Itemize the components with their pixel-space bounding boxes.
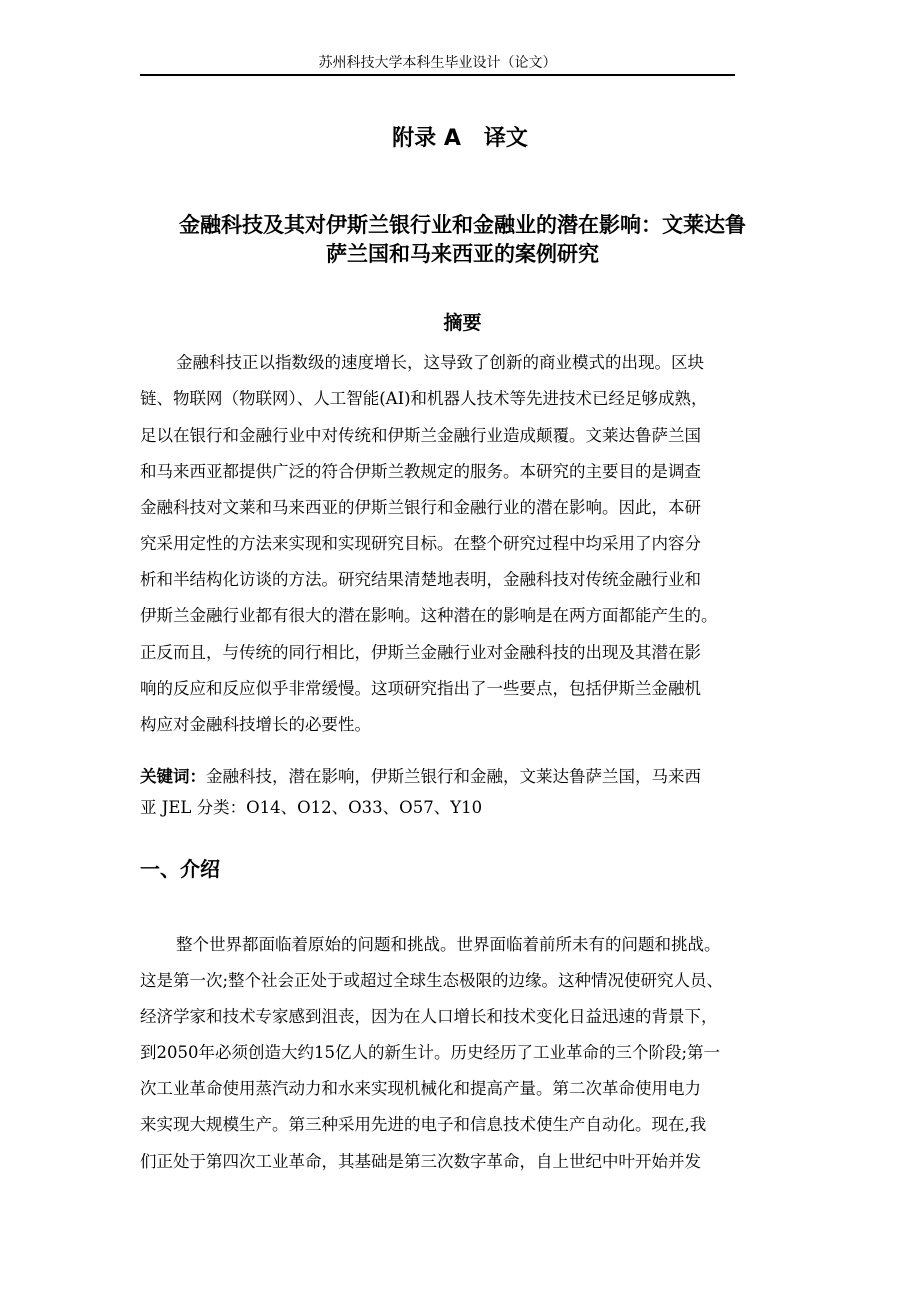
header-rule [140, 74, 735, 76]
body-line: 到2050年必须创造大约15亿人的新生计。历史经历了工业革命的三个阶段;第一 [140, 1043, 721, 1062]
abstract-line: 和马来西亚都提供广泛的符合伊斯兰教规定的服务。本研究的主要目的是调查 [140, 462, 701, 481]
body-line: 这是第一次;整个社会正处于或超过全球生态极限的边缘。这种情况使研究人员、 [140, 971, 724, 990]
paper-title-line: 金融科技及其对伊斯兰银行业和金融业的潜在影响：文莱达鲁 [179, 213, 746, 237]
abstract-line: 构应对金融科技增长的必要性。 [140, 715, 371, 734]
body-line: 次工业革命使用蒸汽动力和水来实现机械化和提高产量。第二次革命使用电力 [140, 1079, 701, 1098]
keywords-text: 金融科技，潜在影响，伊斯兰银行和金融，文莱达鲁萨兰国，马来西 [206, 767, 701, 786]
abstract-line: 响的反应和反应似乎非常缓慢。这项研究指出了一些要点，包括伊斯兰金融机 [140, 679, 701, 698]
abstract-line: 足以在银行和金融行业中对传统和伊斯兰金融行业造成颠覆。文莱达鲁萨兰国 [140, 426, 701, 445]
body-line: 整个世界都面临着原始的问题和挑战。世界面临着前所未有的问题和挑战。 [176, 935, 721, 954]
abstract-heading: 摘要 [443, 312, 482, 334]
body-line: 们正处于第四次工业革命，其基础是第三次数字革命，自上世纪中叶开始并发 [140, 1152, 701, 1171]
abstract-line: 金融科技正以指数级的速度增长，这导致了创新的商业模式的出现。区块 [176, 353, 704, 372]
body-line: 经济学家和技术专家感到沮丧，因为在人口增长和技术变化日益迅速的背景下， [140, 1007, 718, 1026]
keywords-line: 亚 JEL 分类：O14、O12、O33、O57、Y10 [140, 798, 483, 817]
abstract-line: 析和半结构化访谈的方法。研究结果清楚地表明，金融科技对传统金融行业和 [140, 570, 701, 589]
abstract-line: 伊斯兰金融行业都有很大的潜在影响。这种潜在的影响是在两方面都能产生的。 [140, 606, 718, 625]
paper-title [140, 211, 785, 269]
abstract-line: 究采用定性的方法来实现和实现研究目标。在整个研究过程中均采用了内容分 [140, 534, 701, 553]
running-header: 苏州科技大学本科生毕业设计（论文） [318, 55, 557, 71]
section-heading: 一、介绍 [140, 857, 220, 881]
keywords-line [140, 765, 701, 789]
abstract-line: 链、物联网（物联网）、人工智能(AI)和机器人技术等先进技术已经足够成熟， [140, 389, 708, 408]
appendix-title: 附录 A 译文 [392, 126, 528, 151]
keywords-label: 关键词： [140, 767, 206, 786]
abstract-line: 金融科技对文莱和马来西亚的伊斯兰银行和金融行业的潜在影响。因此，本研 [140, 498, 701, 517]
abstract-line: 正反而且，与传统的同行相比，伊斯兰金融行业对金融科技的出现及其潜在影 [140, 643, 701, 662]
paper-title-line: 萨兰国和马来西亚的案例研究 [326, 242, 599, 266]
body-line: 来实现大规模生产。第三种采用先进的电子和信息技术使生产自动化。现在,我 [140, 1115, 707, 1134]
